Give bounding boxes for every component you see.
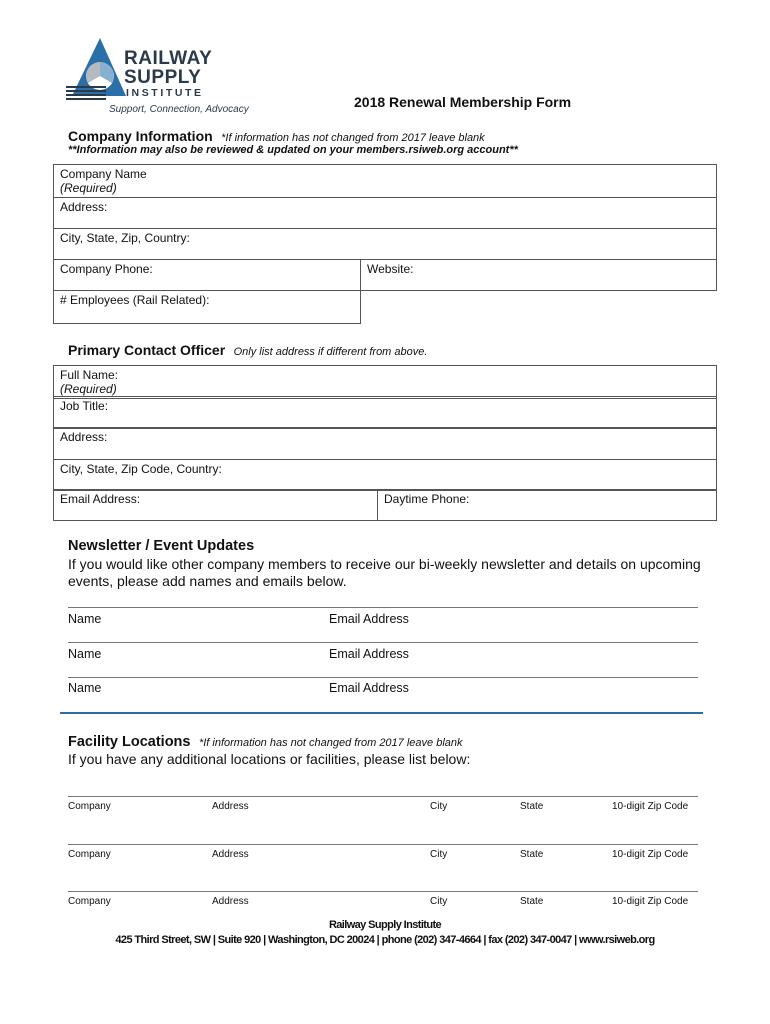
facility-state-3[interactable]: State: [520, 896, 544, 907]
logo-mark-icon: [64, 36, 128, 102]
facility-text: If you have any additional locations or facilities, please list below:: [68, 751, 471, 767]
contact-address-label: Address:: [60, 430, 108, 444]
full-name-required: (Required): [60, 382, 117, 396]
employees-field[interactable]: [53, 290, 361, 324]
facility-city-1[interactable]: City: [430, 801, 448, 812]
company-name-required: (Required): [60, 181, 117, 195]
full-name-field[interactable]: [53, 365, 717, 399]
contact-city-field[interactable]: [53, 459, 717, 491]
facility-city-2[interactable]: City: [430, 849, 448, 860]
contact-section-note: Only list address if different from above.: [233, 346, 428, 358]
newsletter-text-2: events, please add names and emails below.: [68, 573, 347, 589]
facility-zip-1[interactable]: 10-digit Zip Code: [612, 801, 689, 812]
logo-word-railway: RAILWAY: [124, 48, 213, 69]
rsi-logo: [64, 36, 274, 120]
company-section-title: Company Information: [68, 128, 213, 144]
newsletter-name-2[interactable]: Name: [68, 647, 102, 661]
contact-address-field[interactable]: [53, 427, 717, 460]
facility-zip-2[interactable]: 10-digit Zip Code: [612, 849, 689, 860]
full-name-label: Full Name:: [60, 368, 119, 382]
contact-section-title: Primary Contact Officer: [68, 342, 226, 358]
company-phone-field[interactable]: [53, 259, 361, 291]
company-name-field[interactable]: [53, 164, 717, 198]
facility-section-header: [68, 733, 463, 751]
job-title-label: Job Title:: [60, 399, 109, 413]
section-divider: [60, 712, 703, 714]
facility-title: Facility Locations: [68, 734, 191, 750]
newsletter-line-2: [68, 642, 698, 643]
facility-company-3[interactable]: Company: [68, 896, 111, 907]
company-section-note: *If information has not changed from 2017 leave blank: [221, 132, 485, 144]
facility-city-3[interactable]: City: [430, 896, 448, 907]
facility-note: *If information has not changed from 2017 leave blank: [198, 737, 463, 749]
company-phone-label: Company Phone:: [60, 262, 153, 276]
newsletter-text-1: If you would like other company members to receive our bi-weekly newsletter and details on upcoming: [68, 556, 701, 572]
daytime-phone-field[interactable]: [377, 489, 717, 521]
company-address-field[interactable]: [53, 197, 717, 229]
contact-city-label: City, State, Zip Code, Country:: [60, 462, 222, 476]
newsletter-name-1[interactable]: Name: [68, 612, 102, 626]
facility-line-3: [68, 891, 698, 892]
facility-address-1[interactable]: Address: [212, 801, 249, 812]
facility-company-1[interactable]: Company: [68, 801, 111, 812]
footer-org: Railway Supply Institute: [328, 919, 442, 931]
newsletter-email-1[interactable]: Email Address: [329, 612, 409, 626]
employees-label: # Employees (Rail Related):: [60, 293, 210, 307]
job-title-field[interactable]: [53, 396, 717, 429]
email-label: Email Address:: [60, 492, 141, 506]
contact-section-header: [68, 342, 427, 360]
logo-word-supply: SUPPLY: [124, 67, 202, 88]
logo-tagline: Support, Connection, Advocacy: [109, 104, 249, 115]
logo-word-institute: INSTITUTE: [126, 87, 204, 99]
form-title: 2018 Renewal Membership Form: [354, 94, 572, 110]
company-website-label: Website:: [367, 262, 414, 276]
company-city-label: City, State, Zip, Country:: [60, 231, 190, 245]
company-city-field[interactable]: [53, 228, 717, 260]
company-name-label: Company Name: [60, 167, 147, 181]
facility-line-1: [68, 796, 698, 797]
facility-address-2[interactable]: Address: [212, 849, 249, 860]
facility-state-1[interactable]: State: [520, 801, 544, 812]
facility-state-2[interactable]: State: [520, 849, 544, 860]
footer-address: 425 Third Street, SW | Suite 920 | Washington, DC 20024 | phone (202) 347-4664 | fax (202) 347-0047 | www.rsiweb.org: [115, 934, 655, 946]
facility-zip-3[interactable]: 10-digit Zip Code: [612, 896, 689, 907]
newsletter-line-3: [68, 677, 698, 678]
facility-company-2[interactable]: Company: [68, 849, 111, 860]
newsletter-line-1: [68, 607, 698, 608]
daytime-phone-label: Daytime Phone:: [384, 492, 470, 506]
facility-line-2: [68, 844, 698, 845]
company-address-label: Address:: [60, 200, 108, 214]
email-field[interactable]: [53, 489, 378, 521]
newsletter-email-3[interactable]: Email Address: [329, 681, 409, 695]
company-subnote: **Information may also be reviewed & updated on your members.rsiweb.org account**: [68, 144, 518, 156]
newsletter-title: Newsletter / Event Updates: [68, 538, 255, 554]
newsletter-name-3[interactable]: Name: [68, 681, 102, 695]
newsletter-email-2[interactable]: Email Address: [329, 647, 409, 661]
company-website-field[interactable]: [360, 259, 717, 291]
facility-address-3[interactable]: Address: [212, 896, 249, 907]
